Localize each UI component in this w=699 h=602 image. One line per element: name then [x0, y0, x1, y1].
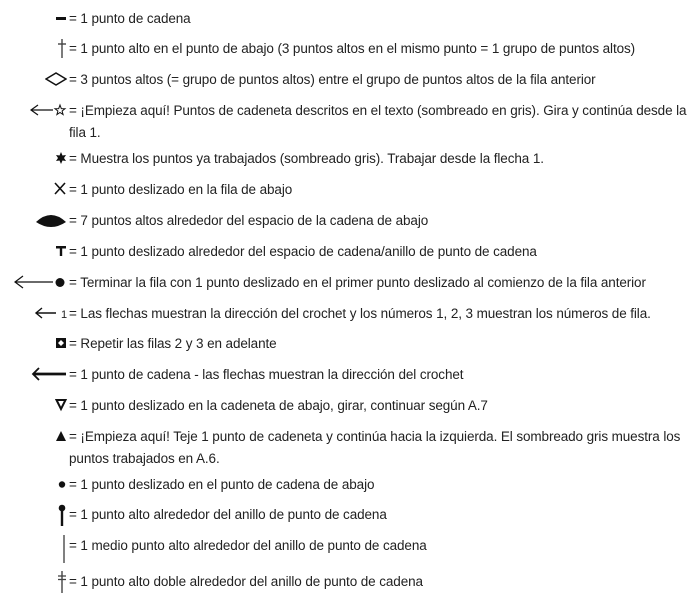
vertical-line-icon: [61, 535, 67, 563]
legend-text: = 3 puntos altos (= grupo de puntos altos) entre el grupo de puntos altos de la fila anterior: [69, 72, 596, 87]
legend-text: = Las flechas muestran la dirección del crochet y los números 1, 2, 3 muestran los números de fila.: [69, 306, 651, 321]
legend-text: = 1 punto de cadena - las flechas muestran la dirección del crochet: [69, 367, 464, 382]
legend-text: = 1 punto alto doble alrededor del anillo de punto de cadena: [69, 574, 423, 589]
treble-crochet-icon: [57, 38, 67, 58]
cross-icon: [53, 179, 67, 199]
legend-text: = 1 medio punto alto alrededor del anillo de punto de cadena: [69, 538, 427, 553]
legend-text: = 1 punto alto en el punto de abajo (3 puntos altos en el mismo punto = 1 grupo de puntos altos): [69, 41, 636, 56]
legend-text: = 1 punto de cadena: [69, 11, 191, 26]
fan-icon: [35, 210, 67, 230]
row-number: 1: [60, 309, 67, 321]
double-treble-icon: [57, 571, 67, 593]
triangle-down-icon: [55, 395, 67, 415]
triangle-up-icon: [55, 426, 67, 446]
legend-text: = 1 punto deslizado alrededor del espacio de cadena/anillo de punto de cadena: [69, 244, 537, 259]
chain-stitch-icon: [55, 8, 67, 28]
filled-star-icon: [55, 148, 67, 168]
legend-text: = ¡Empieza aquí! Teje 1 punto de cadeneta y continúa hacia la izquierda. El sombreado gris muestra los puntos trabajados en A.6.: [69, 429, 681, 466]
legend-text: = 7 puntos altos alrededor del espacio de la cadena de abajo: [69, 213, 429, 228]
legend-text: = Muestra los puntos ya trabajados (sombreado gris). Trabajar desde la flecha 1.: [69, 151, 544, 166]
dot-icon: [57, 474, 67, 494]
legend-text: = 1 punto deslizado en la cadeneta de abajo, girar, continuar según A.7: [69, 398, 488, 413]
legend-text: = Terminar la fila con 1 punto deslizado en el primer punto deslizado al comienzo de la fila anterior: [69, 275, 646, 290]
bold-arrow-icon: [31, 364, 67, 384]
diamond-group-icon: [45, 69, 67, 89]
arrow-star-icon: [29, 100, 67, 120]
legend-text: = 1 punto deslizado en la fila de abajo: [69, 182, 293, 197]
square-diamond-icon: [55, 333, 67, 353]
legend-text: = 1 punto alto alrededor del anillo de punto de cadena: [69, 507, 387, 522]
t-bar-icon: [55, 241, 67, 261]
legend-text: = Repetir las filas 2 y 3 en adelante: [69, 336, 277, 351]
arrow-dot-icon: [13, 272, 67, 292]
legend-text: = 1 punto deslizado en el punto de cadena de abajo: [69, 477, 375, 492]
arrow-number-icon: [34, 303, 67, 323]
pin-icon: [57, 504, 67, 526]
legend-text: = ¡Empieza aquí! Puntos de cadeneta descritos en el texto (sombreado en gris). Gira y continúa desde la fila 1.: [69, 103, 687, 140]
